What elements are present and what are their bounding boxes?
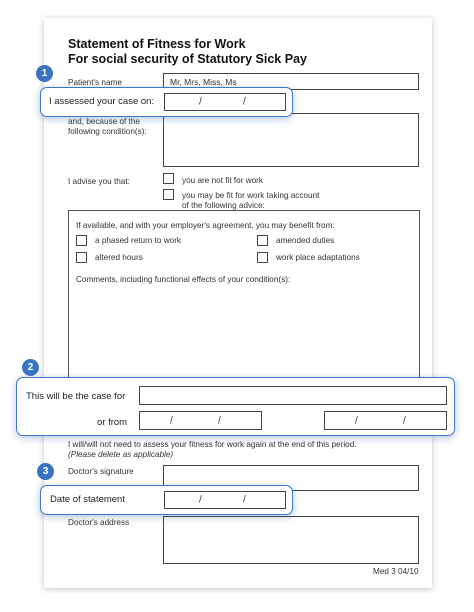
to-date-field[interactable] [324,411,447,430]
callout-statement-date [40,485,293,515]
assessed-date-label: I assessed your case on: [49,96,155,107]
employer-note: If available, and with your employer's agreement, you may benefit from: [76,221,335,230]
altered-hours-label: altered hours [95,253,143,262]
date-separator: / [403,415,406,426]
date-separator: / [170,415,173,426]
doctor-signature-label: Doctor's signature [68,467,134,476]
date-separator: / [199,494,202,506]
patient-name-value: Mr, Mrs, Miss, Ms [170,76,237,87]
date-separator: / [355,415,358,426]
form-title: Statement of Fitness for Work [68,37,246,51]
phased-return-checkbox[interactable] [76,235,87,246]
callout-case-period [16,377,455,436]
workplace-adaptations-label: work place adaptations [276,253,360,262]
altered-hours-checkbox[interactable] [76,252,87,263]
callout-assessed-date [40,87,293,117]
or-from-label: or from [97,417,128,428]
statement-date-label: Date of statement [50,494,125,505]
may-be-fit-checkbox[interactable] [163,189,174,200]
reassess-note: (Please delete as applicable) [68,450,174,459]
may-be-fit-label-line1: you may be fit for work taking account [182,191,320,200]
footer-code: Med 3 04/10 [373,567,419,576]
step-badge-3: 3 [37,463,54,480]
patient-name-label: Patient's name [68,78,122,87]
statement-date-field[interactable] [164,491,286,509]
case-for-label: This will be the case for [26,391,126,402]
reassess-text: I will/will not need to assess your fitness for work again at the end of this period. [68,440,357,449]
date-separator: / [199,96,202,108]
doctor-address-field[interactable] [163,516,419,564]
step-badge-2: 2 [22,359,39,376]
case-for-field[interactable] [139,386,447,405]
not-fit-checkbox[interactable] [163,173,174,184]
assessed-date-field[interactable] [164,93,286,111]
amended-duties-label: amended duties [276,236,335,245]
from-date-field[interactable] [139,411,262,430]
condition-label-line1: and, because of the [68,117,140,126]
date-separator: / [243,494,246,506]
workplace-adaptations-checkbox[interactable] [257,252,268,263]
doctor-address-label: Doctor's address [68,518,130,527]
advise-label: I advise you that: [68,177,130,186]
condition-label-line2: following condition(s): [68,127,147,136]
date-separator: / [243,96,246,108]
step-badge-1: 1 [36,65,53,82]
not-fit-label: you are not fit for work [182,176,263,185]
phased-return-label: a phased return to work [95,236,182,245]
condition-field[interactable] [163,113,419,167]
may-be-fit-label-line2: of the following advice: [182,201,265,210]
amended-duties-checkbox[interactable] [257,235,268,246]
form-subtitle: For social security of Statutory Sick Pay [68,52,307,66]
comments-label: Comments, including functional effects of your condition(s): [76,275,291,284]
date-separator: / [218,415,221,426]
